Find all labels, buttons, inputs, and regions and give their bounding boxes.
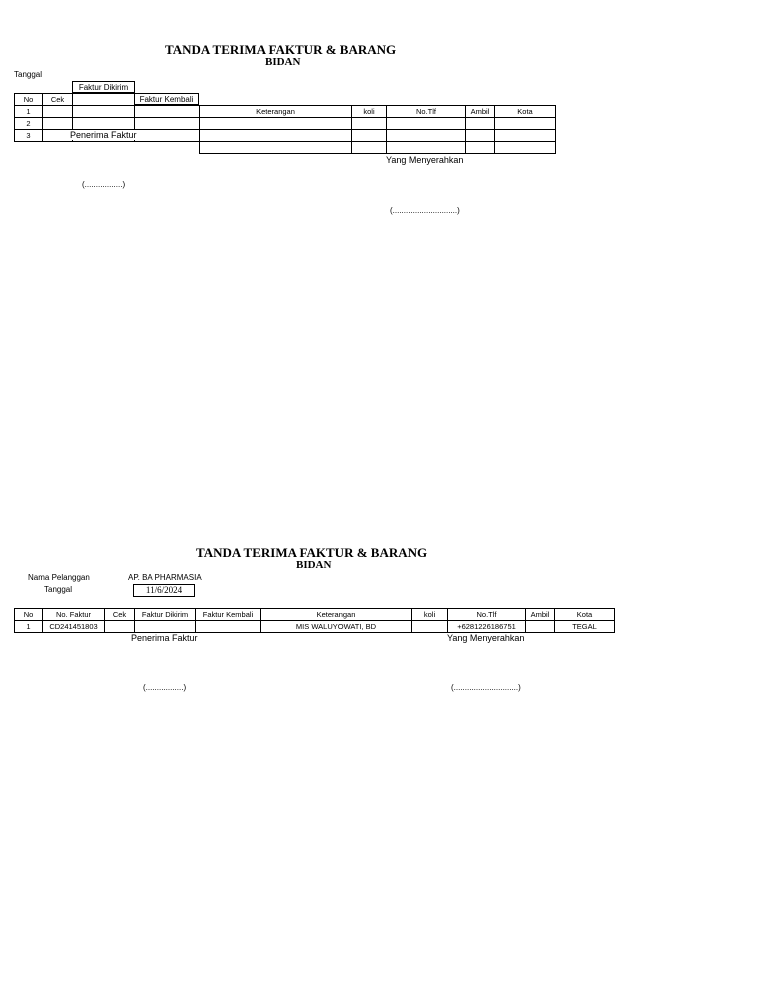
header-faktur-dikirim: Faktur Dikirim xyxy=(135,609,196,621)
top-right-table xyxy=(199,105,556,154)
header-keterangan: Keterangan xyxy=(200,106,352,118)
signature-left: (.................) xyxy=(143,683,187,692)
cell-faktur-dikirim xyxy=(135,621,196,633)
yang-menyerahkan-label: Yang Menyerahkan xyxy=(386,155,464,165)
header-no: No xyxy=(15,609,43,621)
table-row xyxy=(200,130,556,142)
header-kota: Kota xyxy=(555,609,615,621)
signature-left: (.................) xyxy=(82,180,126,189)
tanggal-label: Tanggal xyxy=(14,70,43,79)
cell-faktur-kembali xyxy=(196,621,261,633)
header-faktur-kembali: Faktur Kembali xyxy=(196,609,261,621)
penerima-faktur-label: Penerima Faktur xyxy=(131,633,198,643)
table-row xyxy=(200,142,556,154)
form-subtitle: BIDAN xyxy=(296,559,332,571)
table-row xyxy=(15,118,200,130)
tanggal-value: 11/6/2024 xyxy=(133,584,195,597)
header-cek: Cek xyxy=(43,94,73,106)
signature-right: (.............................) xyxy=(451,683,521,692)
row-number: 1 xyxy=(15,106,43,118)
cell-kota: TEGAL xyxy=(555,621,615,633)
nama-pelanggan-label: Nama Pelanggan xyxy=(28,573,90,582)
table-header-row xyxy=(15,94,200,106)
header-no-tlf: No.Tlf xyxy=(448,609,526,621)
form-title: TANDA TERIMA FAKTUR & BARANG xyxy=(196,545,428,560)
header-koli: koli xyxy=(352,106,387,118)
nama-pelanggan-value: AP. BA PHARMASIA xyxy=(128,573,202,582)
header-no-tlf: No.Tlf xyxy=(387,106,466,118)
table-row xyxy=(15,106,200,118)
signature-right: (.............................) xyxy=(390,206,460,215)
cell-no-faktur: CD241451803 xyxy=(43,621,105,633)
yang-menyerahkan-label: Yang Menyerahkan xyxy=(447,633,525,643)
table-header-row xyxy=(200,106,556,118)
row-number: 3 xyxy=(15,130,43,142)
tanggal-label: Tanggal xyxy=(44,585,73,594)
header-no-faktur: No. Faktur xyxy=(43,609,105,621)
bottom-table xyxy=(14,608,615,633)
header-cek: Cek xyxy=(105,609,135,621)
header-keterangan: Keterangan xyxy=(261,609,412,621)
cell-keterangan: MIS WALUYOWATI, BD xyxy=(261,621,412,633)
table-row xyxy=(200,118,556,130)
cell-no: 1 xyxy=(15,621,43,633)
header-koli: koli xyxy=(412,609,448,621)
faktur-kembali-header: Faktur Kembali xyxy=(134,93,199,105)
table-row xyxy=(15,621,615,633)
header-kota: Kota xyxy=(495,106,556,118)
cell-ambil xyxy=(526,621,555,633)
row-number: 2 xyxy=(15,118,43,130)
cell-no-tlf: +6281226186751 xyxy=(448,621,526,633)
header-ambil: Ambil xyxy=(526,609,555,621)
form-subtitle: BIDAN xyxy=(265,56,301,68)
faktur-dikirim-header: Faktur Dikirim xyxy=(72,81,135,93)
form-title: TANDA TERIMA FAKTUR & BARANG xyxy=(165,42,397,57)
penerima-faktur-label: Penerima Faktur xyxy=(70,130,137,140)
header-ambil: Ambil xyxy=(466,106,495,118)
cell-koli xyxy=(412,621,448,633)
cell-cek xyxy=(105,621,135,633)
table-header-row xyxy=(15,609,615,621)
header-no: No xyxy=(15,94,43,106)
